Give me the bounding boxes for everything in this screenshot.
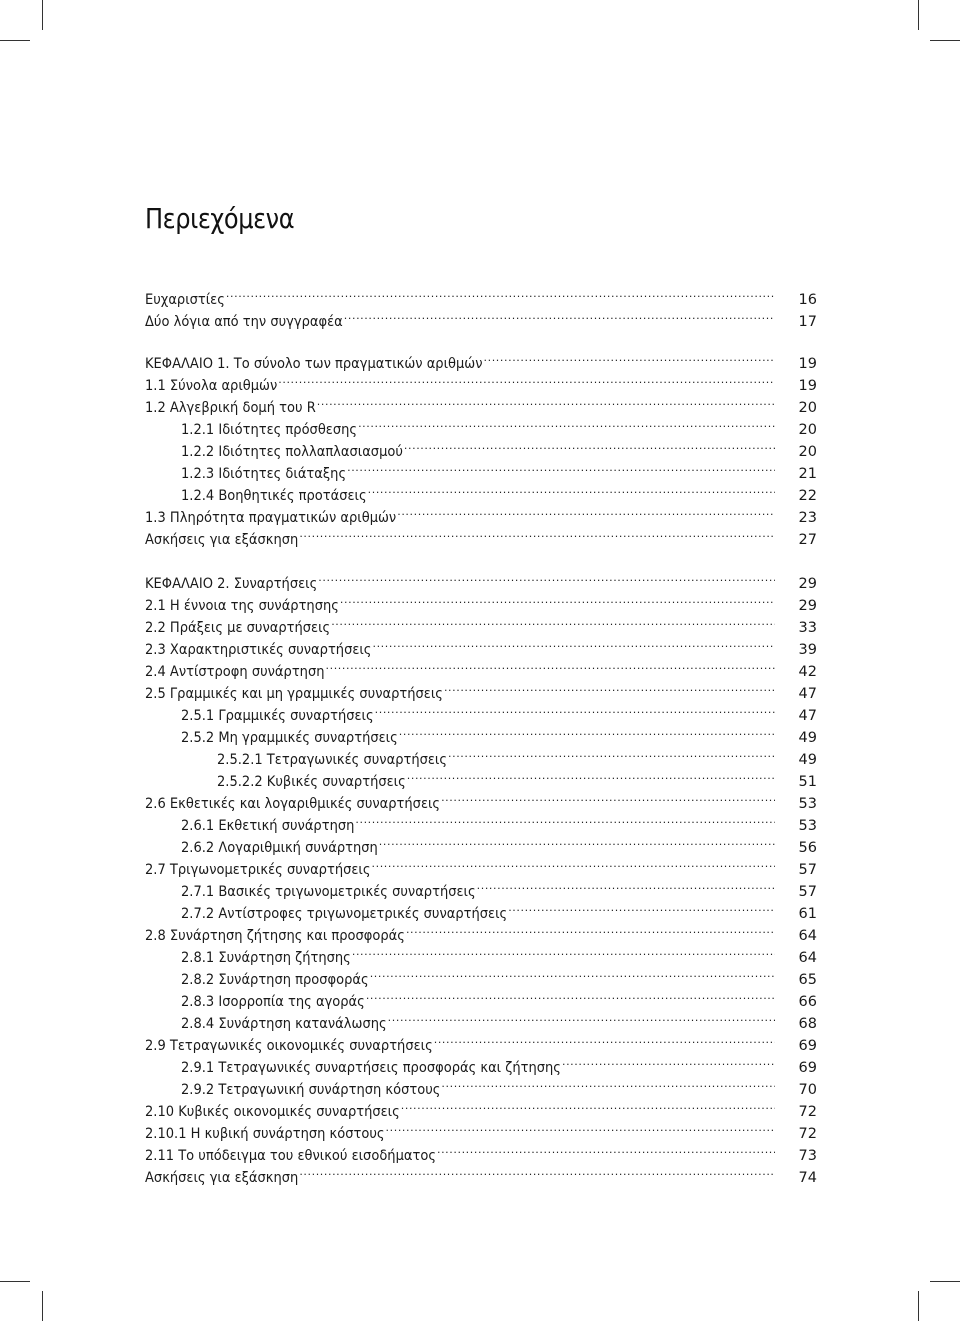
toc-entry[interactable]	[145, 588, 817, 614]
toc-entry-title: 2.8.4 Συνάρτηση κατανάλωσης	[181, 1016, 387, 1032]
toc-dot-leader	[404, 434, 775, 456]
toc-entry[interactable]	[145, 962, 817, 988]
toc-entry-page-number: 65	[798, 972, 817, 988]
toc-entry-title: ΚΕΦΑΛΑΙΟ 2. Συναρτήσεις	[145, 576, 318, 592]
toc-entry[interactable]	[145, 918, 817, 944]
crop-mark-bottom-left-vertical	[42, 1291, 43, 1321]
toc-entry-title: 2.10 Κυβικές οικονομικές συναρτήσεις	[145, 1104, 400, 1120]
toc-dot-leader	[399, 720, 775, 742]
toc-entry[interactable]	[145, 500, 817, 526]
toc-dot-leader	[477, 874, 775, 896]
toc-entry[interactable]	[145, 1050, 817, 1076]
toc-entry-title: 2.7.1 Βασικές τριγωνομετρικές συναρτήσεις	[181, 884, 476, 900]
toc-entry[interactable]	[145, 566, 817, 592]
toc-entry-title: 2.8.2 Συνάρτηση προσφοράς	[181, 972, 369, 988]
crop-mark-bottom-left-horizontal	[0, 1281, 30, 1282]
toc-entry[interactable]	[145, 282, 817, 308]
toc-entry-title: ΚΕΦΑΛΑΙΟ 1. Το σύνολο των πραγματικών αριθμών	[145, 356, 483, 372]
toc-entry-title: 2.2 Πράξεις με συναρτήσεις	[145, 620, 331, 636]
toc-entry[interactable]	[145, 1138, 817, 1164]
toc-entry-page-number: 72	[798, 1104, 817, 1120]
toc-entry-title: 2.6 Εκθετικές και λογαριθμικές συναρτήσεις	[145, 796, 441, 812]
toc-entry-title: 1.3 Πληρότητα πραγματικών αριθμών	[145, 510, 397, 526]
toc-entry-page-number: 49	[798, 730, 817, 746]
toc-entry-page-number: 66	[798, 994, 817, 1010]
toc-entry-title: 1.2.3 Ιδιότητες διάταξης	[181, 466, 347, 482]
toc-entry[interactable]	[145, 896, 817, 922]
page-title: Περιεχόμενα	[145, 202, 295, 235]
toc-entry-title: 1.2.2 Ιδιότητες πολλαπλασιασμού	[181, 444, 403, 460]
toc-entry-page-number: 57	[798, 862, 817, 878]
toc-dot-leader	[437, 1138, 775, 1160]
toc-entry[interactable]	[145, 412, 817, 438]
toc-dot-leader	[441, 786, 775, 808]
crop-mark-top-right-vertical	[918, 0, 919, 30]
toc-entry-title: 2.7.2 Αντίστροφες τριγωνομετρικές συναρτήσεις	[181, 906, 508, 922]
toc-dot-leader	[379, 830, 775, 852]
toc-dot-leader	[299, 522, 775, 544]
toc-dot-leader	[448, 742, 775, 764]
toc-entry[interactable]	[145, 1028, 817, 1054]
toc-entry[interactable]	[145, 786, 817, 812]
toc-dot-leader	[386, 1116, 775, 1138]
toc-entry-title: 1.1 Σύνολα αριθμών	[145, 378, 278, 394]
toc-entry[interactable]	[145, 1072, 817, 1098]
toc-entry[interactable]	[145, 1094, 817, 1120]
toc-entry-page-number: 56	[798, 840, 817, 856]
toc-entry-title: 2.8.1 Συνάρτηση ζήτησης	[181, 950, 351, 966]
toc-dot-leader	[407, 764, 775, 786]
toc-entry-title: Δύο λόγια από την συγγραφέα	[145, 314, 343, 330]
toc-entry[interactable]	[145, 346, 817, 372]
toc-dot-leader	[340, 588, 775, 610]
toc-entry-page-number: 42	[798, 664, 817, 680]
toc-dot-leader	[370, 962, 775, 984]
toc-entry-title: 2.11 Το υπόδειγμα του εθνικού εισοδήματος	[145, 1148, 436, 1164]
toc-entry[interactable]	[145, 742, 817, 768]
toc-entry-title: 1.2 Αλγεβρική δομή του R	[145, 400, 316, 416]
toc-entry[interactable]	[145, 940, 817, 966]
toc-dot-leader	[434, 1028, 775, 1050]
toc-entry-page-number: 47	[798, 686, 817, 702]
toc-dot-leader	[352, 940, 775, 962]
toc-dot-leader	[299, 1160, 775, 1182]
toc-entry-page-number: 39	[798, 642, 817, 658]
toc-entry-page-number: 19	[798, 356, 817, 372]
toc-dot-leader	[401, 1094, 775, 1116]
toc-entry[interactable]	[145, 1160, 817, 1186]
toc-entry-title: Ευχαριστίες	[145, 292, 225, 308]
toc-entry-page-number: 51	[798, 774, 817, 790]
toc-entry-page-number: 68	[798, 1016, 817, 1032]
toc-entry[interactable]	[145, 304, 817, 330]
toc-entry-page-number: 29	[798, 598, 817, 614]
toc-entry-title: 2.9.1 Τετραγωνικές συναρτήσεις προσφοράς και ζήτησης	[181, 1060, 561, 1076]
toc-dot-leader	[347, 456, 775, 478]
toc-dot-leader	[508, 896, 775, 918]
toc-entry-title: 2.3 Χαρακτηριστικές συναρτήσεις	[145, 642, 372, 658]
toc-dot-leader	[441, 1072, 775, 1094]
toc-entry[interactable]	[145, 1006, 817, 1032]
toc-entry-title: 2.10.1 Η κυβική συνάρτηση κόστους	[145, 1126, 385, 1142]
toc-entry-page-number: 69	[798, 1038, 817, 1054]
toc-dot-leader	[388, 1006, 775, 1028]
toc-entry-page-number: 20	[798, 400, 817, 416]
toc-entry[interactable]	[145, 368, 817, 394]
toc-entry-page-number: 23	[798, 510, 817, 526]
crop-mark-top-left-horizontal	[0, 40, 30, 41]
toc-entry-page-number: 74	[798, 1170, 817, 1186]
toc-entry-title: 2.6.1 Εκθετική συνάρτηση	[181, 818, 355, 834]
toc-entry-title: 2.8.3 Ισορροπία της αγοράς	[181, 994, 365, 1010]
toc-entry-page-number: 27	[798, 532, 817, 548]
toc-entry[interactable]	[145, 522, 817, 548]
crop-mark-bottom-right-horizontal	[930, 1281, 960, 1282]
toc-entry-page-number: 64	[798, 950, 817, 966]
toc-entry[interactable]	[145, 654, 817, 680]
toc-entry[interactable]	[145, 984, 817, 1010]
toc-entry[interactable]	[145, 764, 817, 790]
toc-dot-leader	[375, 698, 775, 720]
toc-dot-leader	[318, 566, 775, 588]
toc-entry-page-number: 73	[798, 1148, 817, 1164]
toc-entry-title: 2.6.2 Λογαριθμική συνάρτηση	[181, 840, 378, 856]
toc-entry[interactable]	[145, 676, 817, 702]
toc-entry-title: 1.2.4 Βοηθητικές προτάσεις	[181, 488, 367, 504]
toc-dot-leader	[372, 852, 776, 874]
toc-dot-leader	[372, 632, 775, 654]
toc-entry-title: Ασκήσεις για εξάσκηση	[145, 1170, 299, 1186]
toc-dot-leader	[406, 918, 775, 940]
toc-entry[interactable]	[145, 830, 817, 856]
toc-entry-title: 2.1 Η έννοια της συνάρτησης	[145, 598, 339, 614]
toc-entry[interactable]	[145, 478, 817, 504]
toc-dot-leader	[368, 478, 775, 500]
toc-entry-page-number: 70	[798, 1082, 817, 1098]
toc-entry-page-number: 17	[798, 314, 817, 330]
toc-entry-title: 2.5.2.1 Τετραγωνικές συναρτήσεις	[217, 752, 448, 768]
toc-entry[interactable]	[145, 808, 817, 834]
toc-entry-page-number: 20	[798, 422, 817, 438]
toc-entry-title: 2.9.2 Τετραγωνική συνάρτηση κόστους	[181, 1082, 441, 1098]
toc-entry[interactable]	[145, 720, 817, 746]
toc-entry-title: 2.4 Αντίστροφη συνάρτηση	[145, 664, 325, 680]
toc-entry-page-number: 49	[798, 752, 817, 768]
toc-dot-leader	[355, 808, 775, 830]
toc-entry-title: 1.2.1 Ιδιότητες πρόσθεσης	[181, 422, 358, 438]
toc-entry[interactable]	[145, 632, 817, 658]
toc-entry-title: 2.8 Συνάρτηση ζήτησης και προσφοράς	[145, 928, 405, 944]
toc-dot-leader	[358, 412, 775, 434]
toc-entry-page-number: 33	[798, 620, 817, 636]
toc-entry-page-number: 19	[798, 378, 817, 394]
toc-dot-leader	[317, 390, 775, 412]
toc-entry-title: 2.5.2.2 Κυβικές συναρτήσεις	[217, 774, 406, 790]
toc-entry-title: 2.5.2 Μη γραμμικές συναρτήσεις	[181, 730, 398, 746]
toc-dot-leader	[278, 368, 775, 390]
toc-entry-page-number: 57	[798, 884, 817, 900]
toc-dot-leader	[366, 984, 775, 1006]
toc-dot-leader	[331, 610, 775, 632]
toc-entry-page-number: 20	[798, 444, 817, 460]
toc-entry[interactable]	[145, 698, 817, 724]
toc-dot-leader	[397, 500, 775, 522]
toc-dot-leader	[226, 282, 775, 304]
toc-entry[interactable]	[145, 434, 817, 460]
toc-entry-title: 2.9 Τετραγωνικές οικονομικές συναρτήσεις	[145, 1038, 433, 1054]
crop-mark-bottom-right-vertical	[918, 1291, 919, 1321]
toc-entry-page-number: 61	[798, 906, 817, 922]
toc-entry-page-number: 53	[798, 818, 817, 834]
toc-entry-title: 2.5 Γραμμικές και μη γραμμικές συναρτήσεις	[145, 686, 443, 702]
toc-dot-leader	[562, 1050, 775, 1072]
toc-entry-page-number: 22	[798, 488, 817, 504]
toc-entry-page-number: 53	[798, 796, 817, 812]
toc-dot-leader	[444, 676, 775, 698]
crop-mark-top-right-horizontal	[930, 40, 960, 41]
toc-entry-page-number: 47	[798, 708, 817, 724]
toc-entry[interactable]	[145, 456, 817, 482]
toc-entry[interactable]	[145, 390, 817, 416]
toc-entry-page-number: 29	[798, 576, 817, 592]
toc-dot-leader	[484, 346, 775, 368]
toc-entry-page-number: 64	[798, 928, 817, 944]
toc-entry[interactable]	[145, 852, 817, 878]
toc-entry[interactable]	[145, 874, 817, 900]
toc-entry-page-number: 16	[798, 292, 817, 308]
toc-entry-page-number: 69	[798, 1060, 817, 1076]
toc-entry-title: 2.5.1 Γραμμικές συναρτήσεις	[181, 708, 374, 724]
toc-entry-page-number: 21	[798, 466, 817, 482]
toc-entry[interactable]	[145, 1116, 817, 1142]
toc-entry-page-number: 72	[798, 1126, 817, 1142]
toc-dot-leader	[344, 304, 775, 326]
toc-dot-leader	[326, 654, 776, 676]
toc-entry-title: Ασκήσεις για εξάσκηση	[145, 532, 299, 548]
toc-entry-title: 2.7 Τριγωνομετρικές συναρτήσεις	[145, 862, 371, 878]
toc-entry[interactable]	[145, 610, 817, 636]
crop-mark-top-left-vertical	[42, 0, 43, 30]
